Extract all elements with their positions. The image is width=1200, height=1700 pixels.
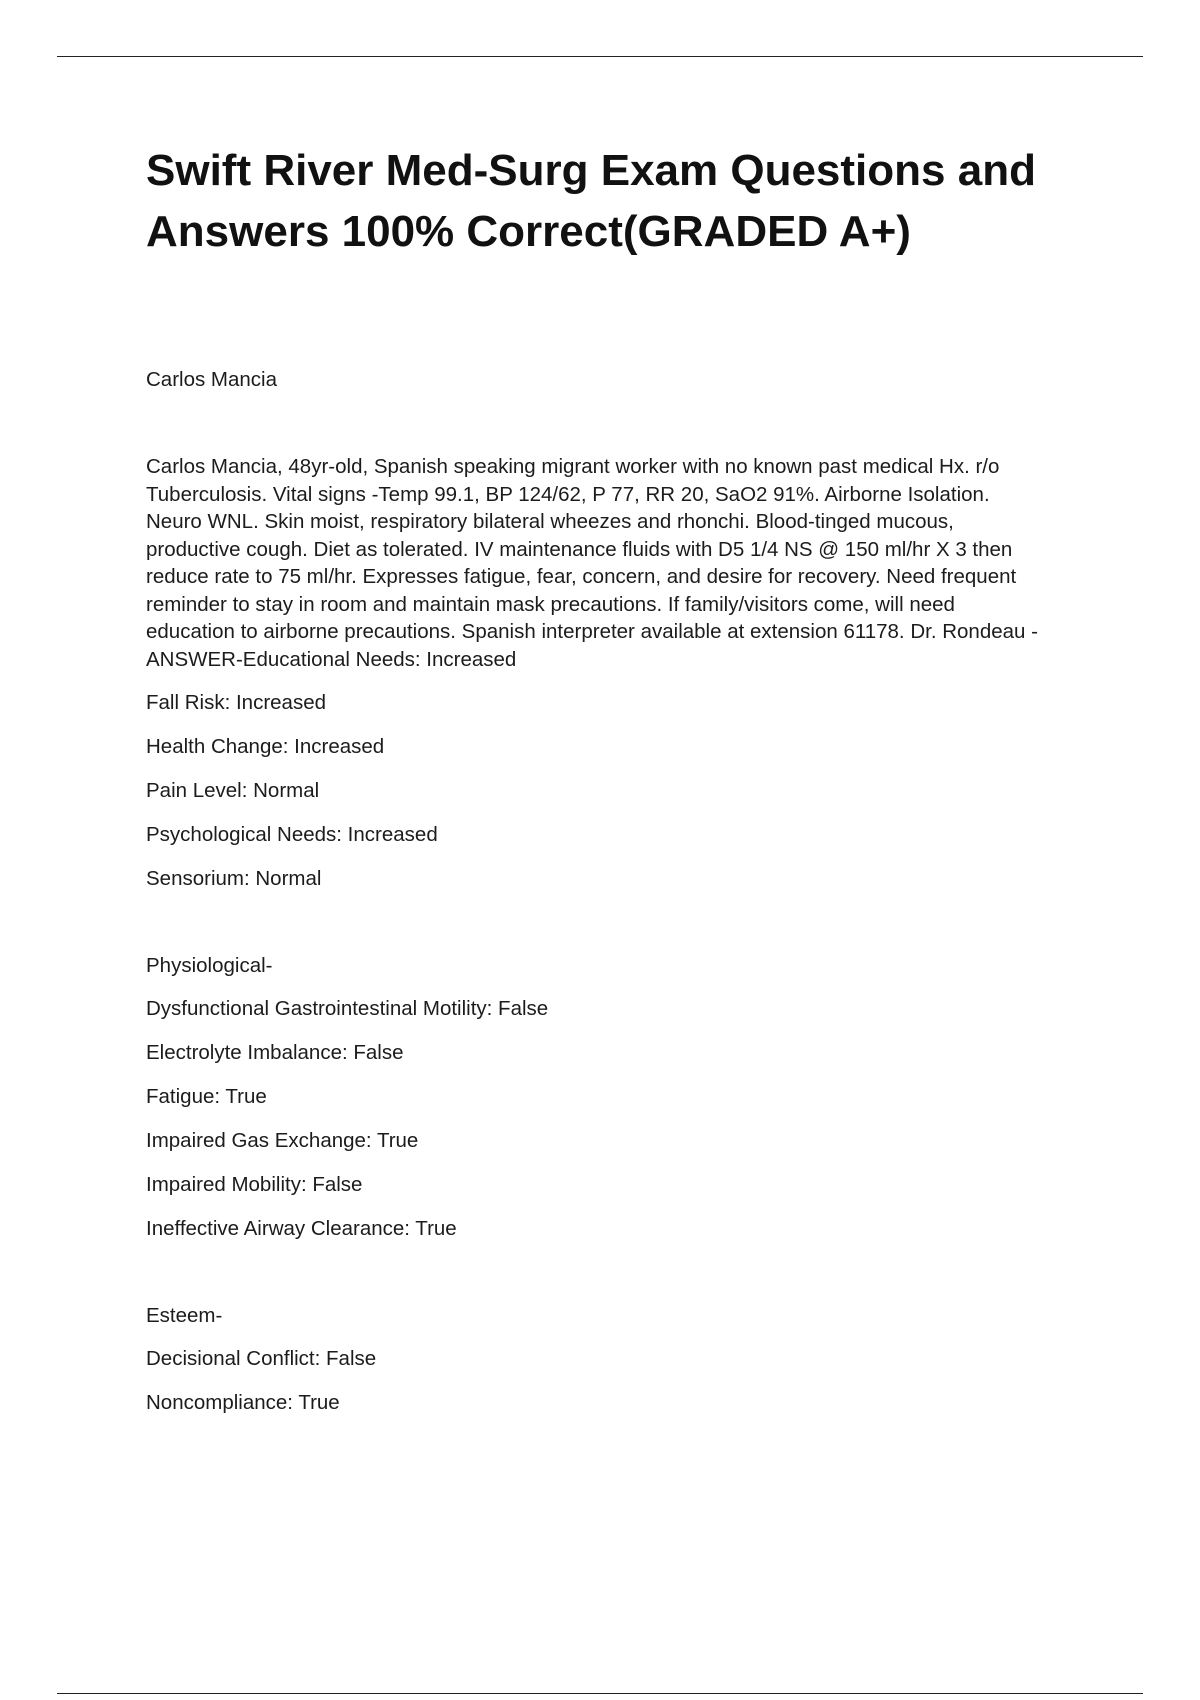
scenario-paragraph: Carlos Mancia, 48yr-old, Spanish speaking migrant worker with no known past medical Hx. r/o Tuberculosis. Vital signs -Temp 99.1, BP 124/62, P 77, RR 20, SaO2 91%. Airborne Isolation. Neuro WNL. Skin moist, respiratory bilateral wheezes and rhonchi. Blood-tinged mucous, productive cough. Diet as tolerated. IV maintenance fluids with D5 1/4 NS @ 150 ml/hr X 3 then reduce rate to 75 ml/hr. Expresses fatigue, fear, concern, and desire for recovery. Need frequent reminder to stay in room and maintain mask precautions. If family/visitors come, will need education to airborne precautions. Spanish interpreter available at extension 61178. Dr. Rondeau - ANSWER-Educational Needs: Increased xyxy=(146,455,1038,671)
physiological-item: Ineffective Airway Clearance: True xyxy=(146,1217,457,1240)
physiological-item: Dysfunctional Gastrointestinal Motility: False xyxy=(146,997,549,1020)
assessment-fall-risk: Fall Risk: Increased xyxy=(146,691,327,714)
top-divider xyxy=(57,56,1143,57)
physiological-heading: Physiological- xyxy=(146,954,273,977)
patient-name: Carlos Mancia xyxy=(146,368,278,391)
bottom-divider xyxy=(57,1693,1143,1694)
physiological-item: Impaired Gas Exchange: True xyxy=(146,1129,419,1152)
assessment-pain-level: Pain Level: Normal xyxy=(146,779,320,802)
document-body xyxy=(146,140,1046,1416)
assessment-psychological-needs: Psychological Needs: Increased xyxy=(146,823,438,846)
physiological-item: Impaired Mobility: False xyxy=(146,1173,363,1196)
assessment-sensorium: Sensorium: Normal xyxy=(146,867,322,890)
document-title: Swift River Med-Surg Exam Questions and Answers 100% Correct(GRADED A+) xyxy=(146,146,1036,256)
esteem-item: Noncompliance: True xyxy=(146,1391,340,1414)
assessment-health-change: Health Change: Increased xyxy=(146,735,385,758)
esteem-heading: Esteem- xyxy=(146,1304,223,1327)
physiological-item: Fatigue: True xyxy=(146,1085,267,1108)
physiological-item: Electrolyte Imbalance: False xyxy=(146,1041,404,1064)
esteem-item: Decisional Conflict: False xyxy=(146,1347,377,1370)
